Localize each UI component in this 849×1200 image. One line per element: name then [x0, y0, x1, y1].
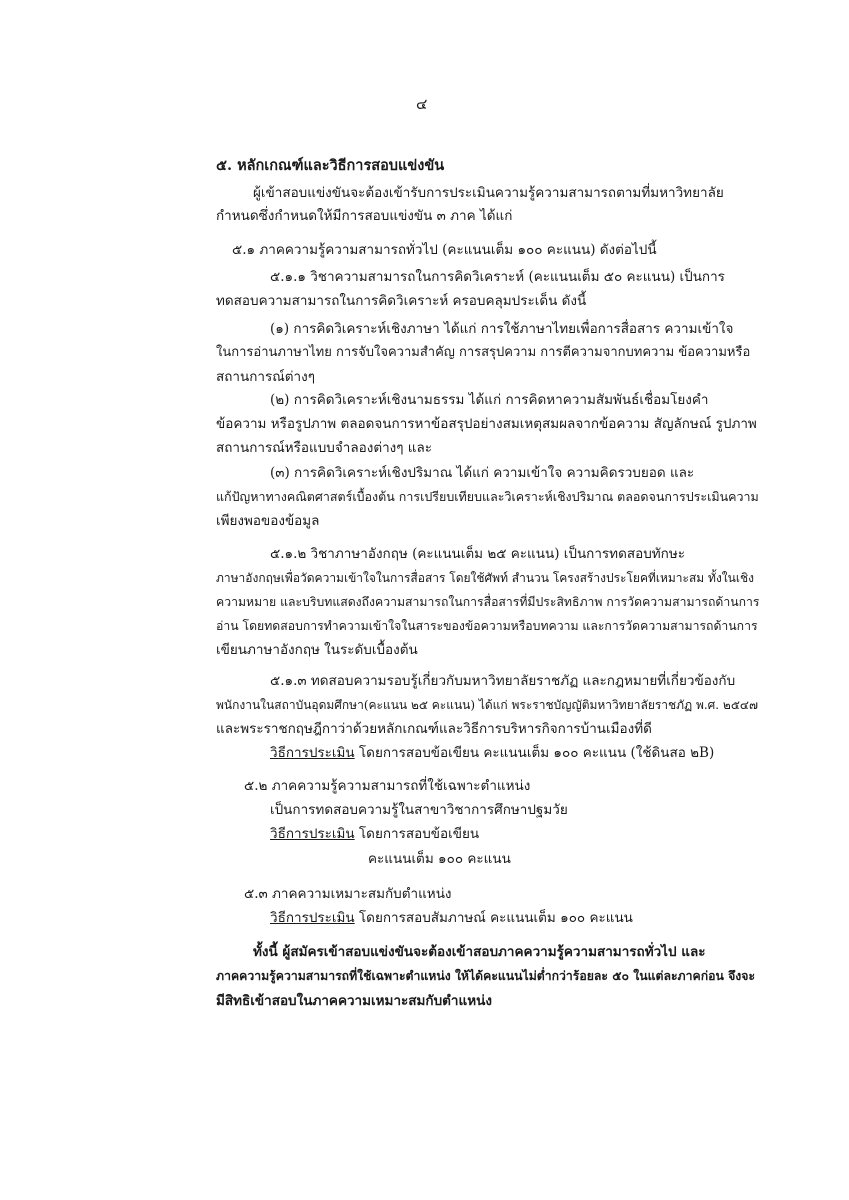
sub-1-line-1: ๕.๑.๑ วิชาความสามารถในการคิดวิเคราะห์ (คะแนนเต็ม ๕๐ คะแนน) เป็นการ: [270, 269, 725, 285]
method-label: วิธีการประเมิน: [270, 910, 355, 926]
part-2-title: ๕.๒ ภาคความรู้ความสามารถที่ใช้เฉพาะตำแหน่ง: [244, 778, 531, 794]
section-heading: ๕. หลักเกณฑ์และวิธีการสอบแข่งขัน: [216, 157, 445, 174]
sub-1-line-2: ทดสอบความสามารถในการคิดวิเคราะห์ ครอบคลุมประเด็น ดังนี้: [216, 293, 587, 309]
part-2-score: คะแนนเต็ม ๑๐๐ คะแนน: [368, 851, 511, 867]
conclusion-line-3: มีสิทธิเข้าสอบในภาคความเหมาะสมกับตำแหน่ง: [216, 993, 492, 1009]
sub-2-line-3: ความหมาย และบริบทแสดงถึงความสามารถในการสื่อสารที่มีประสิทธิภาพ การวัดความสามารถด้านการ: [216, 595, 760, 609]
conclusion-line-2: ภาคความรู้ความสามารถที่ใช้เฉพาะตำแหน่ง ให้ได้คะแนนไม่ต่ำกว่าร้อยละ ๕๐ ในแต่ละภาคก่อน จึงจะ: [216, 968, 756, 983]
method-text: โดยการสอบข้อเขียน: [354, 826, 480, 842]
item-1-line-2: ในการอ่านภาษาไทย การจับใจความสำคัญ การสรุปความ การตีความจากบทความ ข้อความหรือ: [216, 345, 751, 360]
intro-line-1: ผู้เข้าสอบแข่งขันจะต้องเข้ารับการประเมินความรู้ความสามารถตามที่มหาวิทยาลัย: [253, 185, 724, 201]
sub-3-line-3: และพระราชกฤษฎีกาว่าด้วยหลักเกณฑ์และวิธีการบริหารกิจการบ้านเมืองที่ดี: [216, 721, 652, 737]
item-1-line-3: สถานการณ์ต่างๆ: [216, 369, 315, 385]
item-3-line-1: (๓) การคิดวิเคราะห์เชิงปริมาณ ได้แก่ ความเข้าใจ ความคิดรวบยอด และ: [270, 465, 695, 481]
sub-2-line-2: ภาษาอังกฤษเพื่อวัดความเข้าใจในการสื่อสาร โดยใช้ศัพท์ สำนวน โครงสร้างประโยคที่เหมาะสม ทั้งในเชิง: [216, 571, 754, 585]
part-2-method: [270, 824, 479, 844]
sub-2-line-5: เขียนภาษาอังกฤษ ในระดับเบื้องต้น: [216, 642, 418, 658]
item-3-line-2: แก้ปัญหาทางคณิตศาสตร์เบื้องต้น การเปรียบเทียบและวิเคราะห์เชิงปริมาณ ตลอดจนการประเมินความ: [216, 489, 759, 504]
part-3-title: ๕.๓ ภาคความเหมาะสมกับตำแหน่ง: [244, 886, 452, 902]
method-label: วิธีการประเมิน: [270, 826, 355, 842]
part-1-method: [270, 743, 714, 763]
item-2-line-2: ข้อความ หรือรูปภาพ ตลอดจนการหาข้อสรุปอย่างสมเหตุสมผลจากข้อความ สัญลักษณ์ รูปภาพ: [216, 416, 757, 432]
method-text: โดยการสอบสัมภาษณ์ คะแนนเต็ม ๑๐๐ คะแนน: [354, 910, 633, 926]
part-2-desc: เป็นการทดสอบความรู้ในสาขาวิชาการศึกษาปฐมวัย: [270, 802, 568, 818]
sub-2-line-4: อ่าน โดยทดสอบการทำความเข้าใจในสาระของข้อความหรือบทความ และการวัดความสามารถด้านการ: [216, 619, 758, 633]
item-3-line-3: เพียงพอของข้อมูล: [216, 513, 320, 529]
intro-line-2: กำหนดซึ่งกำหนดให้มีการสอบแข่งขัน ๓ ภาค ได้แก่: [216, 208, 513, 224]
item-2-line-3: สถานการณ์หรือแบบจำลองต่างๆ และ: [216, 440, 433, 456]
method-label: วิธีการประเมิน: [270, 745, 355, 761]
sub-2-line-1: ๕.๑.๒ วิชาภาษาอังกฤษ (คะแนนเต็ม ๒๕ คะแนน) เป็นการทดสอบทักษะ: [270, 546, 685, 562]
sub-3-line-1: ๕.๑.๓ ทดสอบความรอบรู้เกี่ยวกับมหาวิทยาลัยราชภัฏ และกฎหมายที่เกี่ยวข้องกับ: [270, 673, 736, 689]
method-text: โดยการสอบข้อเขียน คะแนนเต็ม ๑๐๐ คะแนน (ใช้ดินสอ ๒B): [354, 745, 715, 761]
page-number: ๔: [416, 95, 428, 113]
conclusion-line-1: ทั้งนี้ ผู้สมัครเข้าสอบแข่งขันจะต้องเข้าสอบภาคความรู้ความสามารถทั่วไป และ: [253, 944, 706, 960]
part-1-title: ๕.๑ ภาคความรู้ความสามารถทั่วไป (คะแนนเต็ม ๑๐๐ คะแนน) ดังต่อไปนี้: [232, 242, 657, 258]
item-1-line-1: (๑) การคิดวิเคราะห์เชิงภาษา ได้แก่ การใช้ภาษาไทยเพื่อการสื่อสาร ความเข้าใจ: [270, 321, 734, 337]
item-2-line-1: (๒) การคิดวิเคราะห์เชิงนามธรรม ได้แก่ การคิดหาความสัมพันธ์เชื่อมโยงคำ: [270, 392, 709, 408]
sub-3-line-2: พนักงานในสถาบันอุดมศึกษา(คะแนน ๒๕ คะแนน) ได้แก่ พระราชบัญญัติมหาวิทยาลัยราชภัฏ พ.ศ. ๒๕๔๗: [216, 698, 759, 712]
part-3-method: [270, 908, 633, 928]
